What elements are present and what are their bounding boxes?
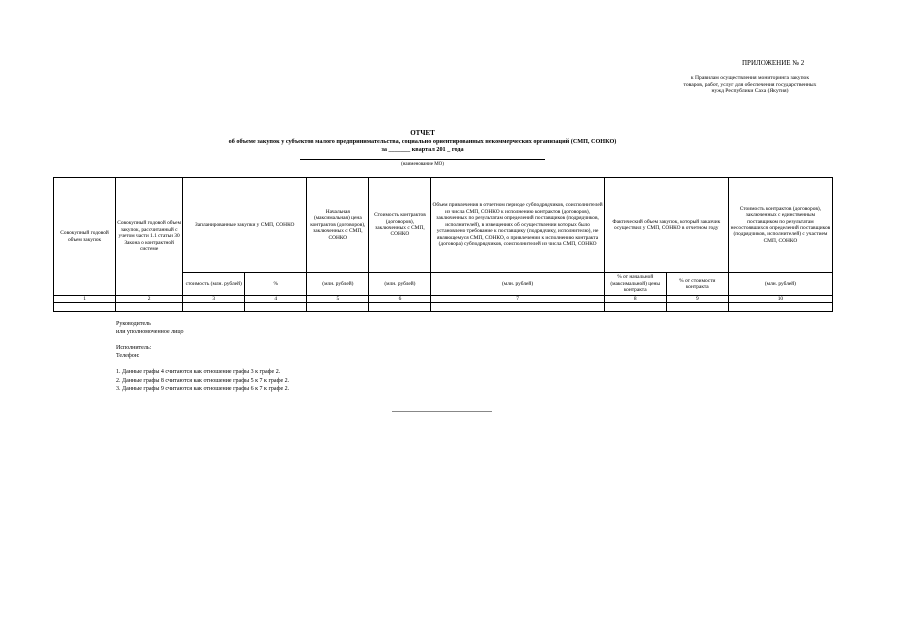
note-item: 3. Данные графы 9 считаются как отношение графы 6 к 7 к графе 2. (116, 386, 290, 393)
subheader-cell: стоимость (млн. рублей) (183, 273, 245, 296)
subheader-cell: (млн. рублей) (728, 273, 832, 296)
data-cell[interactable] (369, 303, 431, 312)
subheader-cell: (млн. рублей) (307, 273, 369, 296)
header-row (54, 178, 833, 273)
appendix-label: ПРИЛОЖЕНИЕ № 2 (742, 59, 805, 67)
column-number: 4 (245, 296, 307, 303)
data-cell[interactable] (307, 303, 369, 312)
rules-line: к Правилам осуществления мониторинга закупок (690, 75, 810, 81)
appendix-rules-reference (660, 75, 840, 95)
data-cell[interactable] (183, 303, 245, 312)
column-number: 3 (183, 296, 245, 303)
data-cell[interactable] (604, 303, 666, 312)
notes-list (116, 368, 289, 394)
data-cell[interactable] (54, 303, 116, 312)
header-cell: Запланированные закупки у СМП, СОНКО (183, 178, 307, 273)
header-cell: Совокупный годовой объем закупок (54, 178, 116, 296)
mo-label: (наименование МО) (401, 162, 444, 167)
rules-line: нужд Республики Саха (Якутия) (711, 88, 789, 95)
report-table (53, 177, 833, 312)
note-item: 2. Данные графы 8 считаются как отношение графы 5 к 7 к графе 2. (116, 377, 290, 384)
header-cell: Стоимость контрактов (договоров), заключенных с единственным поставщиком по результатам несостоявшихся определений поставщиков (подрядчиков, исполнителей) с участием СМП, СОНКО (728, 178, 832, 273)
data-cell[interactable] (728, 303, 832, 312)
column-number: 9 (666, 296, 728, 303)
column-number: 1 (54, 296, 116, 303)
subheader-cell: (млн. рублей) (431, 273, 604, 296)
column-number: 8 (604, 296, 666, 303)
data-row (54, 303, 833, 312)
phone-label: Телефон: (116, 353, 140, 359)
signature-head: Руководитель (116, 321, 151, 327)
column-number: 7 (431, 296, 604, 303)
report-period: за _______ квартал 201 _ года (381, 146, 464, 153)
subheader-cell: % от стоимости контракта (666, 273, 728, 296)
subheader-cell: (млн. рублей) (369, 273, 431, 296)
executor-label: Исполнитель: (116, 345, 152, 351)
data-cell[interactable] (245, 303, 307, 312)
column-number: 10 (728, 296, 832, 303)
header-cell: Начальная (максимальная) цена контрактов (договоров), заключенных с СМП, СОНКО (307, 178, 369, 273)
end-separator (392, 411, 492, 412)
column-number: 6 (369, 296, 431, 303)
data-cell[interactable] (431, 303, 604, 312)
data-cell[interactable] (666, 303, 728, 312)
header-cell: Стоимость контрактов (договоров), заключенных с СМП, СОНКО (369, 178, 431, 273)
mo-underline (300, 159, 545, 160)
column-number: 2 (116, 296, 183, 303)
header-cell: Совокупный годовой объем закупок, рассчитанный с учетом части 1.1 статьи 30 Закона о контрактной системе (116, 178, 183, 296)
header-cell: Объем привлечения в отчетном периоде субподрядчиков, соисполнителей из числа СМП, СОНКО к исполнению контрактов (договоров), заключенных по результатам определений поставщиков (подрядчиков, исполнителей), в извещениях об осуществлении которых было установлено требование к поставщику (подрядчику, исполнителю), не являющемуся СМП, СОНКО, о привлечении к исполнению контракта (договора) субподрядчиков, соисполнителей из числа СМП, СОНКО (431, 178, 604, 273)
subheader-cell: % (245, 273, 307, 296)
rules-line: товаров, работ, услуг для обеспечения государственных (683, 81, 817, 88)
data-cell[interactable] (116, 303, 183, 312)
report-title: ОТЧЕТ (410, 129, 435, 137)
report-subtitle: об объеме закупок у субъектов малого предпринимательства, социально ориентированных некоммерческих организаций (СМП, СОНКО) (228, 138, 617, 145)
column-number: 5 (307, 296, 369, 303)
signature-head-sub: или уполномоченное лицо (116, 329, 184, 335)
header-cell: Фактический объем закупок, который заказчик осуществил у СМП, СОНКО в отчетном году (604, 178, 728, 273)
column-number-row (54, 296, 833, 303)
note-item: 1. Данные графы 4 считаются как отношение графы 3 к графе 2. (116, 369, 281, 375)
subheader-cell: % от начальной (максимальной) цены контракта (604, 273, 666, 296)
